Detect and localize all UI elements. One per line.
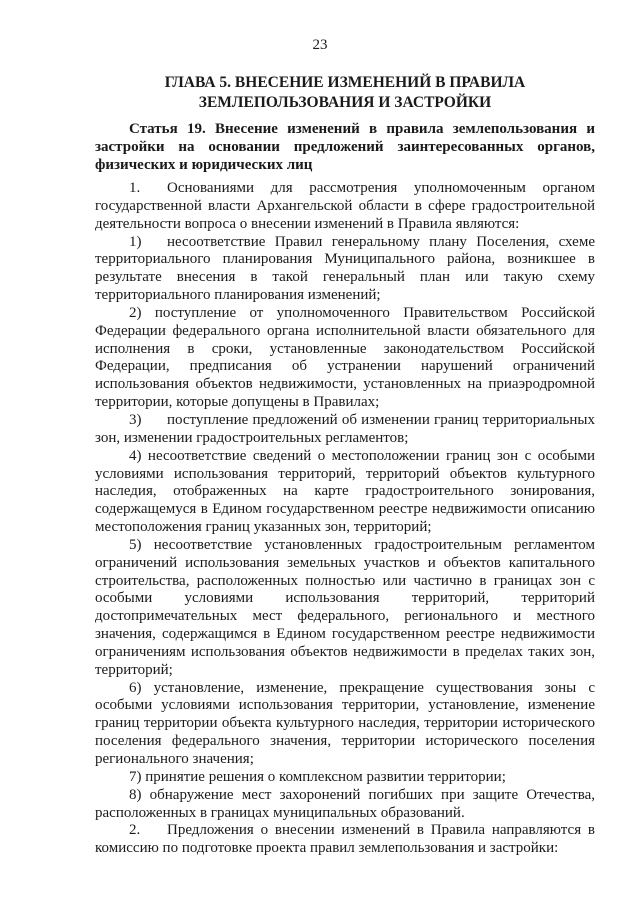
paragraph-number: 1)	[129, 233, 142, 250]
paragraph-text: 5) несоответствие установленных градостроительным регламентом ограничений использования земельных участков и объектов капитального строительства, расположенных полностью или частично в границах зон с особыми условиями использования территорий, территорий достопримечательных мест федерального, регионального и местного значения, содержащимся в Едином государственном реестре недвижимости ограничениям использования объектов недвижимости в пределах таких зон, территорий;	[95, 536, 595, 678]
chapter-title-line-1: ГЛАВА 5. ВНЕСЕНИЕ ИЗМЕНЕНИЙ В ПРАВИЛА	[164, 74, 526, 91]
paragraph-text: Основаниями для рассмотрения уполномоченным органом государственной власти Архангельской области в сфере градостроительной деятельности вопроса о внесении изменений в Правила являются:	[95, 180, 595, 232]
paragraph-text: Предложения о внесении изменений в Правила направляются в комиссию по подготовке проекта правил землепользования и застройки:	[95, 822, 595, 857]
chapter-title-line-2: ЗЕМЛЕПОЛЬЗОВАНИЯ И ЗАСТРОЙКИ	[198, 94, 492, 111]
paragraph-text: 8) обнаружение мест захоронений погибших при защите Отечества, расположенных в границах муниципальных образований.	[95, 786, 595, 821]
paragraph	[95, 305, 595, 412]
paragraph	[95, 822, 595, 858]
paragraph-text: поступление предложений об изменении границ территориальных зон, изменении градостроительных регламентов;	[95, 411, 595, 446]
paragraph-text: 6) установление, изменение, прекращение существования зоны с особыми условиями использования территории, установление, изменение границ территории объекта культурного наследия, территории исторического поселения федерального значения, территории исторического поселения регионального значения;	[95, 679, 595, 767]
paragraph	[95, 537, 595, 680]
paragraph-number: 1.	[129, 180, 141, 196]
paragraph	[95, 180, 595, 234]
paragraph	[95, 680, 595, 769]
article-body	[95, 180, 595, 858]
chapter-title	[130, 73, 560, 113]
paragraph-text: 7) принятие решения о комплексном развитии территории;	[129, 768, 506, 785]
paragraph	[95, 769, 595, 787]
paragraph-text: 4) несоответствие сведений о местоположении границ зон с особыми условиями использования территорий, территорий объектов культурного наследия, отображенных на карте градостроительного зонирования, содержащемуся в Едином государственном реестре недвижимости описанию местоположения границ указанных зон, территорий;	[95, 447, 595, 536]
paragraph	[95, 448, 595, 537]
paragraph	[95, 787, 595, 823]
paragraph-text: несоответствие Правил генеральному плану Поселения, схеме территориального планирования Муниципального района, возникшее в результате внесения в такой генеральный план или такую схему территориального планирования изменений;	[95, 233, 595, 304]
paragraph-text: 2) поступление от уполномоченного Правительством Российской Федерации федерального органа исполнительной власти обязательного для исполнения в сроки, установленные законодательством Российской Федерации, предписания об устранении нарушений ограничений использования объектов недвижимости, установленных на приаэродромной территории, которые допущены в Правилах;	[95, 304, 595, 411]
paragraph-number: 2.	[129, 822, 141, 839]
page-number: 23	[312, 37, 328, 53]
paragraph	[95, 412, 595, 448]
paragraph-number: 3)	[129, 411, 142, 428]
article-heading: Статья 19. Внесение изменений в правила землепользования и застройки на основании предложений заинтересованных органов, физических и юридических лиц	[95, 121, 595, 173]
paragraph	[95, 234, 595, 305]
